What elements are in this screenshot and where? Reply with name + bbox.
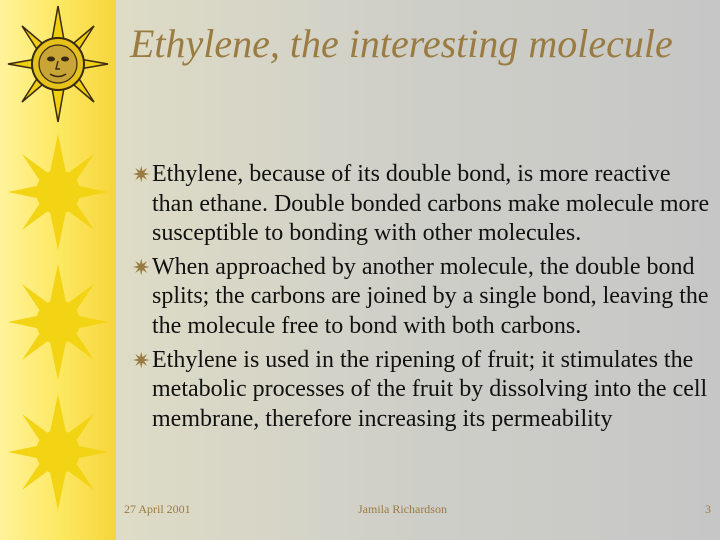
footer-page-number: 3 (705, 502, 711, 516)
footer-date: 27 April 2001 (124, 502, 191, 516)
footer-author: Jamila Richardson (358, 502, 447, 516)
bullet-star-icon: ✷ (132, 254, 151, 280)
list-item (132, 253, 717, 342)
sun-face-icon (6, 4, 110, 124)
bullet-text: Ethylene is used in the ripening of fruit; it stimulates the metabolic processes of the fruit by dissolving into the cell membrane, therefore increasing its permeability (152, 346, 708, 432)
bullet-star-icon: ✷ (132, 162, 151, 187)
sun-icon (6, 262, 110, 382)
sun-icon (6, 132, 110, 252)
list-item (132, 160, 717, 249)
bullet-text: Ethylene, because of its double bond, is more reactive than ethane. Double bonded carbons make molecule more susceptible to bonding with other molecules. (152, 161, 710, 247)
list-item (132, 346, 717, 435)
sun-icon (6, 392, 110, 512)
bullet-list (132, 160, 717, 438)
slide-title: Ethylene, the interesting molecule (130, 21, 673, 66)
bullet-text: When approached by another molecule, the double bond splits; the carbons are joined by a single bond, leaving the the molecule free to bond with both carbons. (152, 253, 709, 339)
bullet-star-icon: ✷ (132, 347, 151, 373)
decorative-sidebar (0, 0, 116, 540)
